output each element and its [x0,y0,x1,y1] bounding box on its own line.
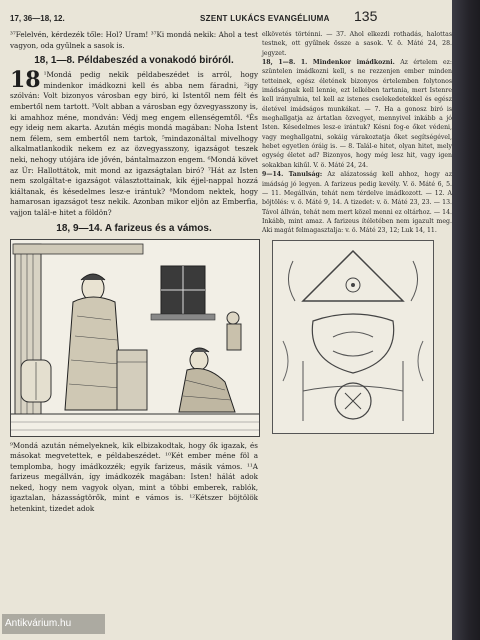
commentary-top: elkövetés történni. — 37. Ahol elkezdi rothadás, halottas testnek, ott gyűlnek össze a sasok. V. ö. Máté 24, 28. jegyzet. [262,31,452,57]
pharisee-publican-illustration [10,239,260,437]
chapter-number: 18 [10,67,41,94]
section-body-1: ¹Mondá pedig nekik példabeszédet is arról, hogy mindenkor imádkozni kell és abba nem fáradni, ²igy szólván: Volt bizonyos városban egy biró, ki Istentől nem félt és embertől nem tartott. ³Volt abban a városban egy özvegyasszony is, ki amahhoz méne, mondván: Védj meg engem ellenségemtől. ⁴És egy ideig nem akarta. Azután mégis mondá magában: Noha Istent nem félem, sem embertől nem tartok, ⁵mindazonáltal mivelhogy alkalmatlankodik nekem ez az özvegyasszony, igazságot teszek neki, nehogy utójára ide jővén, bántalmazzon engem. ⁶Mondá követ az Úr: Hallottátok, mit mond az igazságtalan biró? ⁷Hát az Isten nem szolgáltat-e igazságot választottainak, kik éjjel-nappal hozzá kiáltanak, és késedelmes lesz-e irántuk? ⁸Mondom nektek, hogy hamarosan igazságot tesz nekik. Azonban mikor eljön az Emberfia, vajjon talál-e hitet a földön? [10,70,258,217]
watermark-label: Antikvárium.hu [2,614,105,634]
commentary-section-2 [262,170,452,235]
commentary-body-1: Az értelem ez: szüntelen imádkozni kell, s ne rezzenjen ember minden tetteinek, egész életének bizonyos értelemben folytonos imádságnak kell lennie, ezt lelkében tartania, mert Istenre kell irányulnia, tel kell az istenes cselekedetekkel és egész életével imádságos munkákat. — 7. Ha a gonosz biró is meghallgatja az ártatlan özvegyet, mennyivel inkább a jó Isten. Késedelmes lesz-e irántuk? Késni fog-e őket védeni, vagy meghallgatni, sokáig várakoztatja őket segítségével, hebet egyetlen óráig is. — 8. Talál-e hitet, olyan hitet, mely egység életet ad? Bizonyos, hogy még lesz hit, vagy igen sokakban kihűl. V. ö. Máté 24, 24. [262,59,452,169]
commentary-heading-2: 9—14. Tanulság: [262,171,323,179]
section-text-2: ⁹Mondá azután némelyeknek, kik elbizakodtak, hogy ők igazak, és másokat megvetettek, e példabeszédet. ¹⁰Két ember méne föl a templomba, hogy imádkozzék; egyik farizeus, másik vámos. ¹¹A farizeus megállván, így imádkozék magában: Isten! hálát adok neked, hogy nem vagyok olyan, mint a többi emberek, rablók, igaztalan, házasságtörők, mint e vámos is. ¹²Kétszer böjtölök hetenkint, tizedet adok [10,440,258,514]
ornament-illustration [272,240,434,434]
page-number: 135 [354,8,378,24]
intro-paragraph: ³⁷Felelvén, kérdezék tőle: Hol? Uram! ³⁷Ki mondá nekik: Ahol a test vagyon, oda gyűlnek a sasok is. [10,30,258,50]
ornament-svg [273,241,433,433]
running-header [10,6,446,26]
engraving-svg [11,240,259,436]
main-column [10,30,258,515]
section-heading-2: 18, 9—14. A farizeus és a vámos. [56,222,212,234]
commentary-heading-1: 18, 1—8. 1. Mindenkor imádkozni. [262,59,395,67]
verse-reference: 17, 36—18, 12. [10,14,65,23]
commentary-section-1 [262,58,452,170]
book-spine [452,0,480,640]
section-text-1 [10,67,258,218]
running-title: SZENT LUKÁCS EVANGÉLIUMA [200,14,330,23]
commentary-column [262,30,452,437]
commentary-body-2: Az alázatosság kell ahhoz, hogy az imádság jó legyen. A farizeus pedig kevély. V. ö. Máté 6, 5. — 11. Megállván, tehát nem térdelve imádkozott. — 12. A böjtölés: v. ö. Máté 9, 14. A tizedet: v. ö. Máté 23, 23. — 13. Távol állván, tehát nem mert közel menni ez oltárhoz. — 14. Inkább, mint amaz. A farizeus ítéletében nem igazult meg. Aki magát felmagasztalja: v. ö. Máté 23, 12; Luk 14, 11. [262,171,452,235]
section-heading-1: 18, 1—8. Példabeszéd a vonakodó biróról. [34,55,234,67]
